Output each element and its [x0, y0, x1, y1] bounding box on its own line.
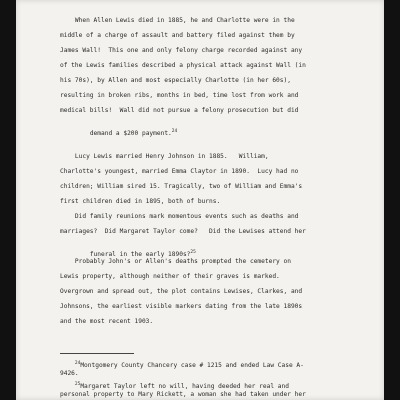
text-line: medical bills! Wall did not pursue a felony prosecution but did	[60, 107, 299, 114]
text-line: Johnsons, the earliest visible markers dating from the late 1890s	[60, 303, 303, 310]
text-line: and the most recent 1903.	[60, 318, 154, 325]
footnote-ref: 24	[171, 128, 178, 134]
text-line: When Allen Lewis died in 1885, he and Charlotte were in the	[60, 17, 295, 24]
text-line: resulting in broken ribs, months in bed, time lost from work and	[60, 92, 299, 99]
text-line: Charlotte's youngest, married Emma Claytor in 1890. Lucy had no	[60, 168, 299, 175]
footnote-line: personal property to Mary Rickett, a woman she had taken under her	[60, 391, 306, 398]
footnote-number: 25	[74, 381, 81, 387]
text-line: James Wall! This one and only felony charge recorded against any	[60, 47, 303, 54]
footnote-text: Margaret Taylor left no will, having deeded her real and	[80, 383, 289, 390]
text-line-content: demand a $200 payment.	[89, 130, 172, 137]
footnote-number: 24	[74, 360, 81, 366]
text-line: first children died in 1895, both of burns.	[60, 198, 221, 205]
text-line: Lucy Lewis married Henry Johnson in 1885. William,	[60, 153, 269, 160]
text-line-content: funeral in the early 1890s?	[89, 251, 191, 258]
footnote-line: 9426.	[60, 370, 79, 377]
document-page	[16, 0, 384, 400]
text-line: Lewis property, although neither of their graves is marked.	[60, 273, 280, 280]
text-line: Probably John's or Allen's deaths prompted the cemetery on	[60, 258, 291, 265]
footnote-text: Montgomery County Chancery case # 1215 and ended Law Case A-	[80, 362, 304, 369]
text-line: his 70s), by Allen and most especially Charlotte (in her 60s),	[60, 77, 291, 84]
text-line: middle of a charge of assault and battery filed against them by	[60, 32, 295, 39]
text-line	[60, 243, 196, 258]
text-line: children; William sired 15. Tragically, two of William and Emma's	[60, 183, 303, 190]
text-line: Did family reunions mark momentous events such as deaths and	[60, 213, 299, 220]
text-line: marriages? Did Margaret Taylor come? Did the Lewises attend her	[60, 228, 306, 235]
footnote-ref: 25	[190, 249, 196, 255]
text-line: Overgrown and spread out, the plot contains Lewises, Clarkes, and	[60, 288, 303, 295]
footnote-line	[60, 362, 304, 370]
text-line: of the Lewis families described a physical attack against Wall (in	[60, 62, 306, 69]
text-line	[60, 122, 178, 137]
footnote-divider	[60, 353, 134, 354]
footnote-line	[60, 383, 289, 391]
